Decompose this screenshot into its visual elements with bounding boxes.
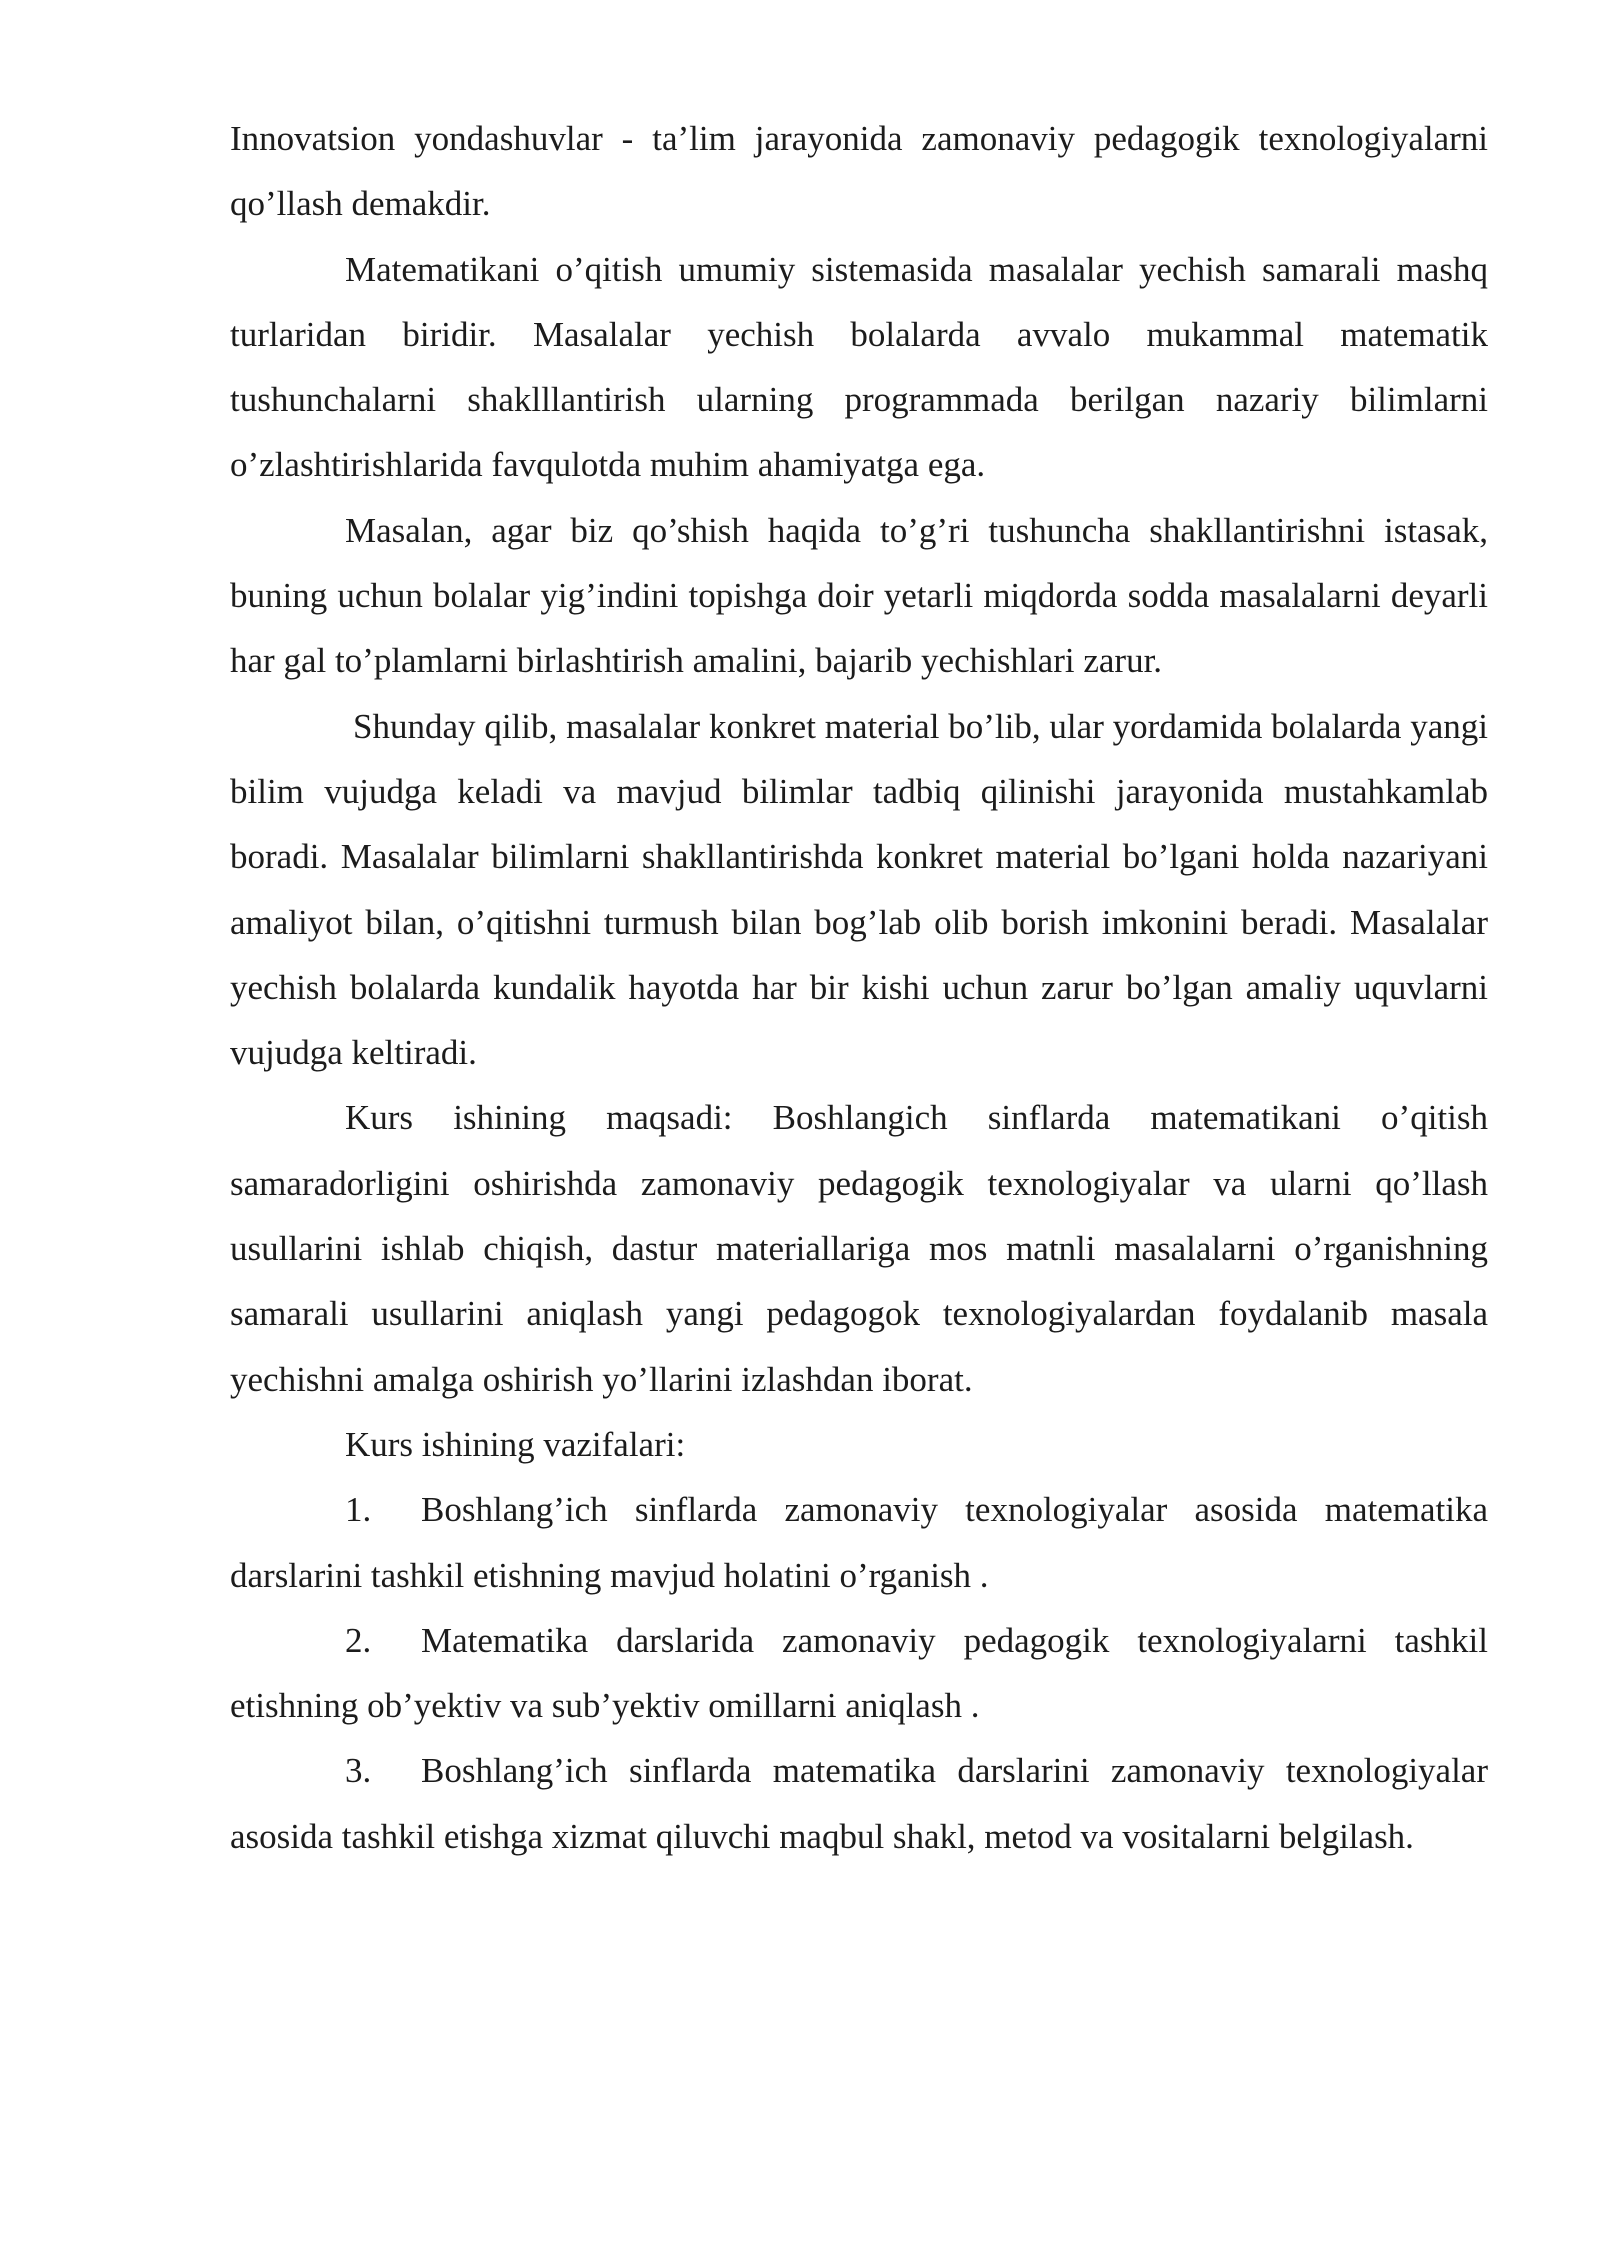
paragraph-problems-as-material: Shunday qilib, masalalar konkret material bo’lib, ular yordamida bolalarda yangi bilim vujudga keladi va mavjud bilimlar tadbiq qilinishi jarayonida mustahkamlab boradi. Masalalar bilimlarni shakllantirishda konkret material bo’lgani holda nazariyani amaliyot bilan, o’qitishni turmush bilan bog’lab olib borish imkonini beradi. Masalalar yechish bolalarda kundalik hayotda har bir kishi uchun zarur bo’lgan amaliy uquvlarni vujudga keltiradi. [230, 706, 1488, 1073]
paragraph-problem-solving-importance: Matematikani o’qitish umumiy sistemasida masalalar yechish samarali mashq turlaridan biridir. Masalalar yechish bolalarda avvalo mukammal matematik tushunchalarni shaklllantirish ularning programmada berilgan nazariy bilimlarni o’zlashtirishlarida favqulotda muhim ahamiyatga ega. [230, 249, 1488, 485]
task-text: Boshlang’ich sinflarda zamonaviy texnologiyalar asosida matematika darslarini tashkil etishning mavjud holatini o’rganish . [230, 1490, 1488, 1595]
paragraph-tasks-heading: Kurs ishining vazifalari: [345, 1424, 686, 1464]
task-text: Boshlang’ich sinflarda matematika darslarini zamonaviy texnologiyalar asosida tashkil etishga xizmat qiluvchi maqbul shakl, metod va vositalarni belgilash. [230, 1751, 1488, 1856]
task-item [230, 1738, 1488, 1869]
task-item [230, 1477, 1488, 1608]
document-body [230, 106, 1488, 1869]
paragraph-innovation-definition: Innovatsion yondashuvlar - ta’lim jarayonida zamonaviy pedagogik texnologiyalarni qo’llash demakdir. [230, 119, 1488, 224]
task-item [230, 1608, 1488, 1739]
task-number: 1. [345, 1490, 372, 1530]
task-text: Matematika darslarida zamonaviy pedagogik texnologiyalarni tashkil etishning ob’yektiv va sub’yektiv omillarni aniqlash . [230, 1620, 1488, 1726]
paragraph-course-goal: Kurs ishining maqsadi: Boshlangich sinflarda matematikani o’qitish samaradorligini oshirishda zamonaviy pedagogik texnologiyalar va ularni qo’llash usullarini ishlab chiqish, dastur materiallariga mos matnli masalalarni o’rganishning samarali usullarini aniqlash yangi pedagogok texnologiyalardan foydalanib masala yechishni amalga oshirish yo’llarini izlashdan iborat. [230, 1098, 1488, 1399]
task-number: 2. [345, 1620, 372, 1660]
paragraph-addition-example: Masalan, agar biz qo’shish haqida to’g’ri tushuncha shakllantirishni istasak, buning uchun bolalar yig’indini topishga doir yetarli miqdorda sodda masalalarni deyarli har gal to’plamlarni birlashtirish amalini, bajarib yechishlari zarur. [230, 510, 1488, 681]
task-number: 3. [345, 1751, 372, 1791]
